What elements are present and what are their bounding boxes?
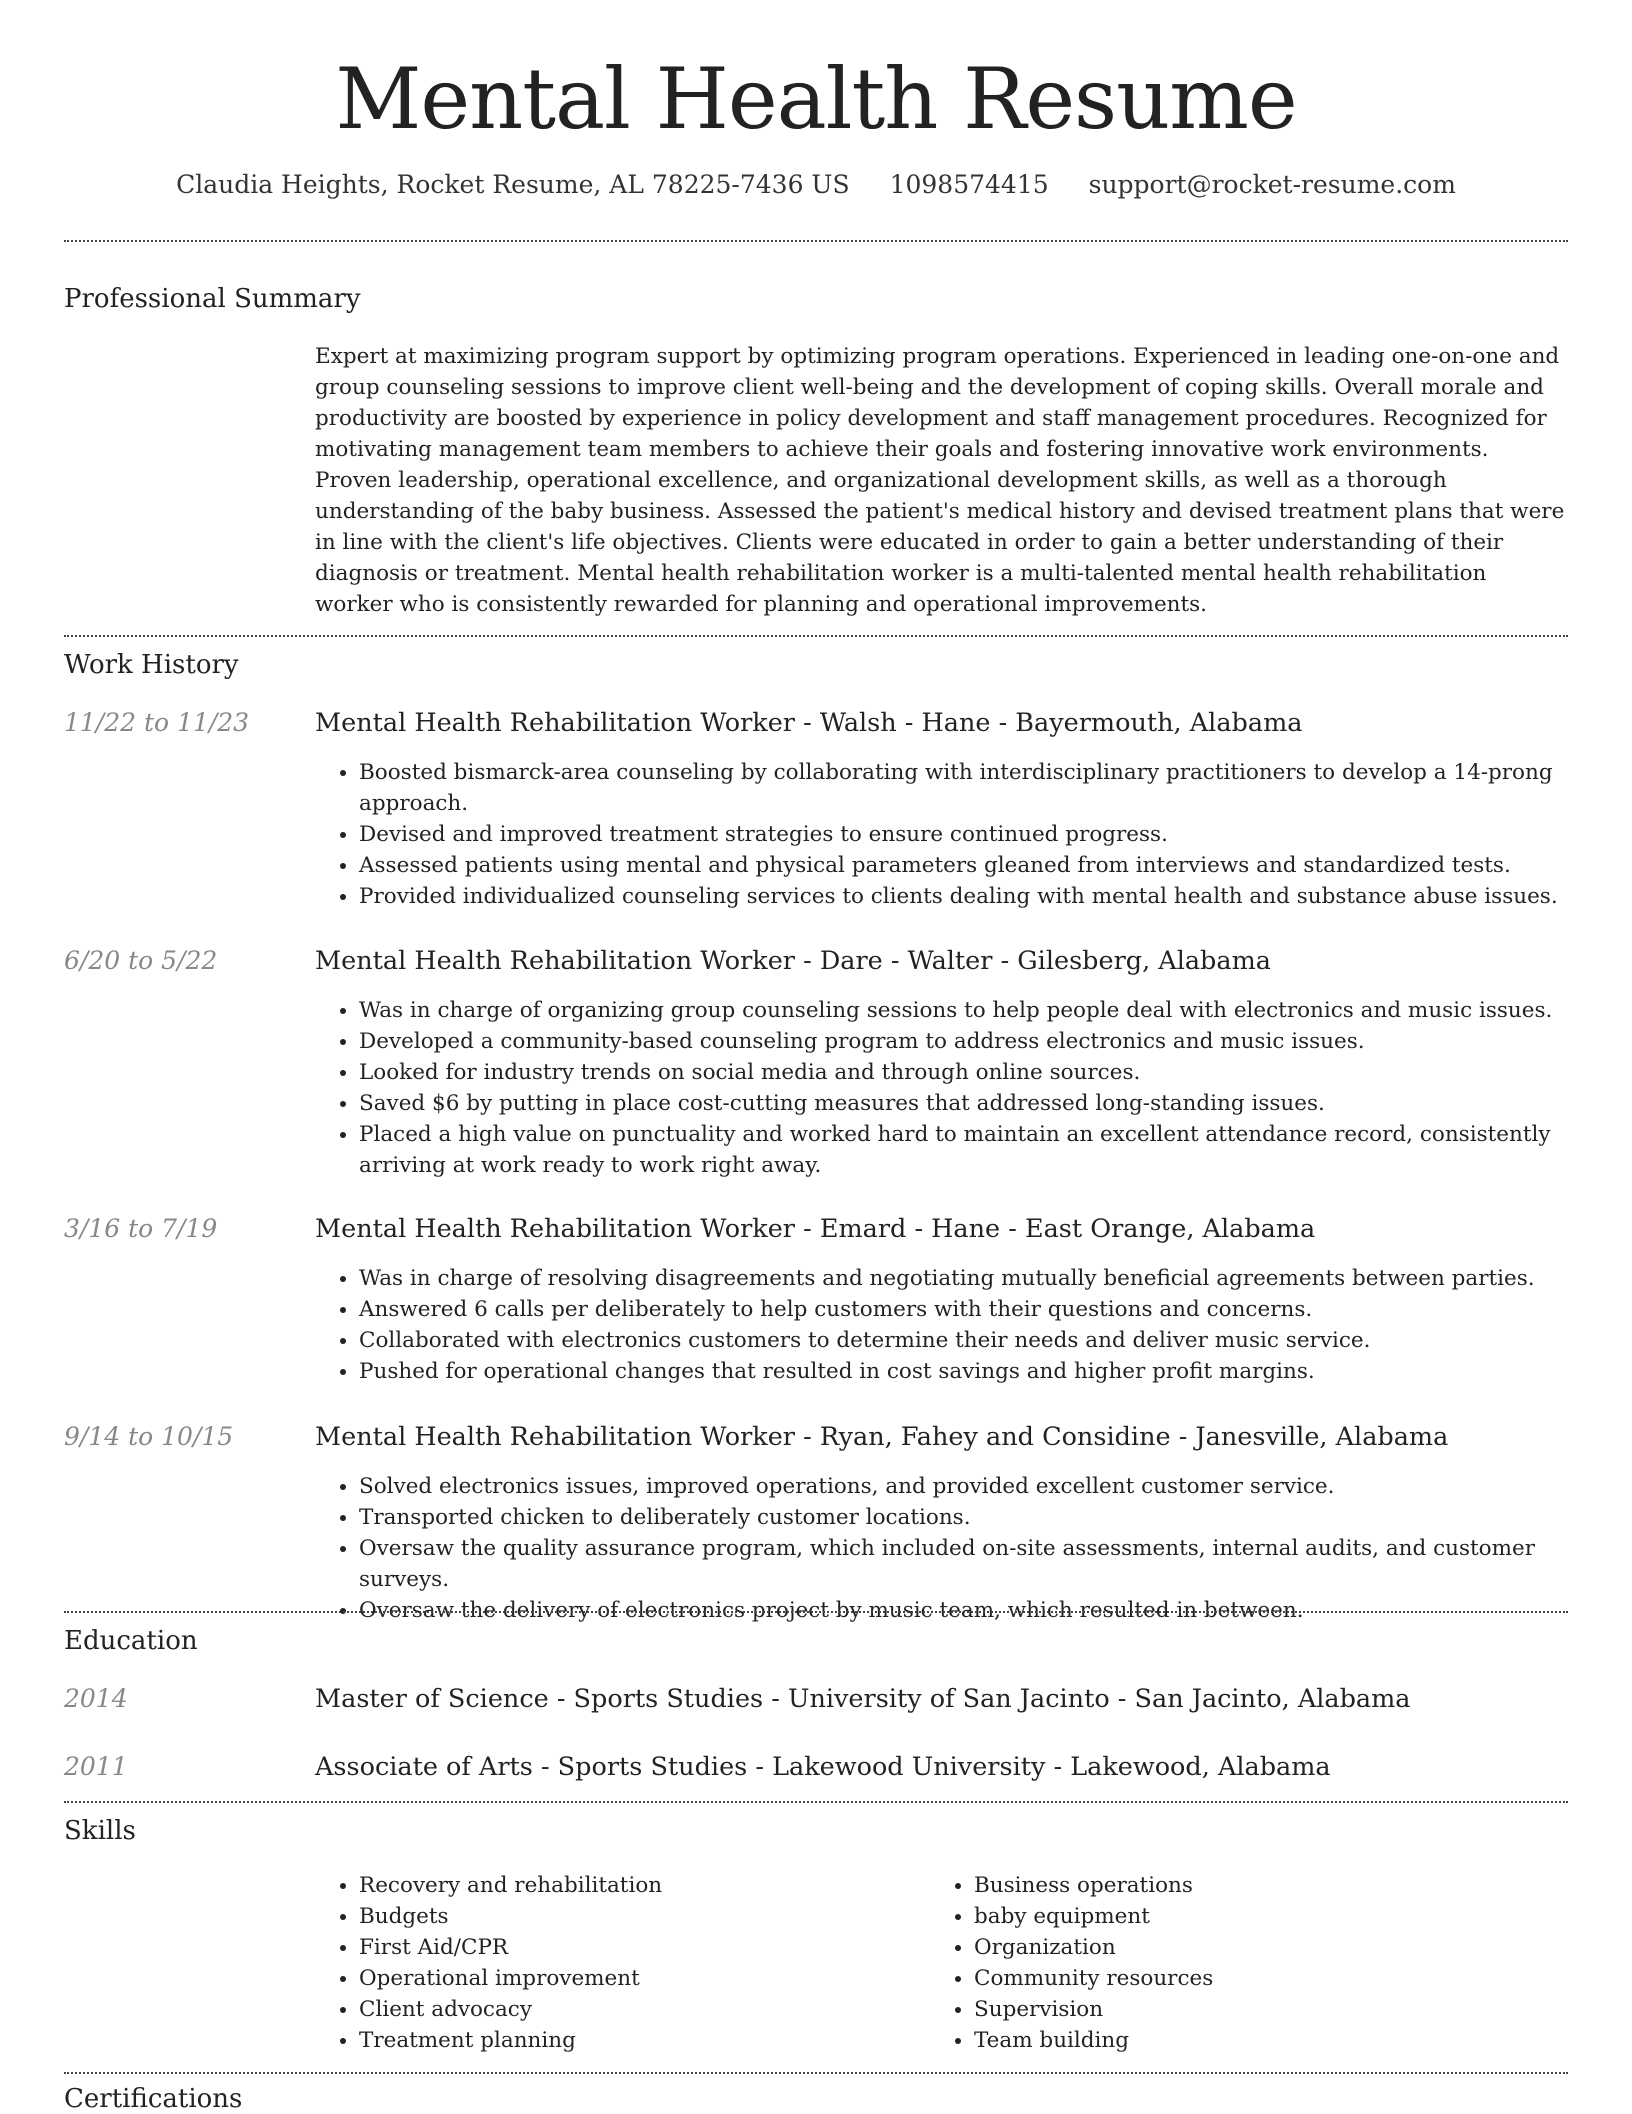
list-item: • Transported chicken to deliberately customer locations. — [359, 1502, 1609, 1533]
job-employer-location: - Walsh - Hane - Bayermouth, Alabama — [795, 708, 1303, 738]
education-details: - Sports Studies - University of San Jacinto - San Jacinto, Alabama — [548, 1684, 1411, 1714]
job-dates: 11/22 to 11/23 — [64, 708, 250, 737]
education-entry — [315, 1752, 1331, 1782]
list-item: • Collaborated with electronics customers to determine their needs and deliver music service. — [359, 1325, 1609, 1356]
education-entry — [315, 1684, 1411, 1714]
job-bullets — [315, 995, 1609, 1181]
list-item: • Saved $6 by putting in place cost-cutting measures that addressed long-standing issues. — [359, 1088, 1609, 1119]
job-bullets — [315, 1471, 1609, 1626]
job-title: Mental Health Rehabilitation Worker — [315, 1422, 795, 1452]
job-bullets — [315, 1263, 1609, 1387]
job-header — [315, 1214, 1315, 1244]
list-item: • Assessed patients using mental and physical parameters gleaned from interviews and standardized tests. — [359, 850, 1609, 881]
job-employer-location: - Ryan, Fahey and Considine - Janesville, Alabama — [795, 1422, 1449, 1452]
resume-title: Mental Health Resume — [335, 50, 1297, 148]
education-year: 2011 — [64, 1752, 128, 1781]
contact-line — [0, 170, 1632, 199]
list-item: • Organization — [974, 1932, 1213, 1963]
list-item: • Devised and improved treatment strategies to ensure continued progress. — [359, 819, 1609, 850]
list-item: • Boosted bismarck-area counseling by collaborating with interdisciplinary practitioners to develop a 14-prong approach. — [359, 757, 1609, 819]
job-dates: 3/16 to 7/19 — [64, 1214, 218, 1243]
section-divider — [64, 1611, 1568, 1613]
list-item: • Answered 6 calls per deliberately to help customers with their questions and concerns. — [359, 1294, 1609, 1325]
list-item: • Business operations — [974, 1870, 1213, 1901]
summary-text: Expert at maximizing program support by optimizing program operations. Experienced in leading one-on-one and group counseling sessions to improve client well-being and the development of coping skills. Overall morale and productivity are boosted by experience in policy development and staff management procedures. Recognized for motivating management team members to achieve their goals and fostering innovative work environments. Proven leadership, operational excellence, and organizational development skills, as well as a thorough understanding of the baby business. Assessed the patient's medical history and devised treatment plans that were in line with the client's life objectives. Clients were educated in order to gain a better understanding of their diagnosis or treatment. Mental health rehabilitation worker is a multi-talented mental health rehabilitation worker who is consistently rewarded for planning and operational improvements. — [315, 344, 1565, 617]
list-item: • Oversaw the delivery of electronics project by music team, which resulted in between. — [359, 1595, 1609, 1626]
education-details: - Sports Studies - Lakewood University - Lakewood, Alabama — [532, 1752, 1331, 1782]
contact-address: Claudia Heights, Rocket Resume, AL 78225-7436 US — [176, 170, 850, 199]
list-item: • Budgets — [359, 1901, 662, 1932]
job-title: Mental Health Rehabilitation Worker — [315, 708, 795, 738]
work-history-heading: Work History — [64, 650, 239, 680]
list-item: • Placed a high value on punctuality and worked hard to maintain an excellent attendance record, consistently arriving at work ready to work right away. — [359, 1119, 1609, 1181]
list-item: • Was in charge of resolving disagreements and negotiating mutually beneficial agreements between parties. — [359, 1263, 1609, 1294]
job-header — [315, 1422, 1448, 1452]
list-item: • Oversaw the quality assurance program, which included on-site assessments, internal audits, and customer surveys. — [359, 1533, 1609, 1595]
job-employer-location: - Emard - Hane - East Orange, Alabama — [795, 1214, 1316, 1244]
education-year: 2014 — [64, 1684, 128, 1713]
list-item: • Operational improvement — [359, 1963, 662, 1994]
list-item: • baby equipment — [974, 1901, 1213, 1932]
list-item: • Looked for industry trends on social media and through online sources. — [359, 1057, 1609, 1088]
job-dates: 9/14 to 10/15 — [64, 1422, 234, 1451]
list-item: • Team building — [974, 2025, 1213, 2056]
list-item: • Supervision — [974, 1994, 1213, 2025]
summary-heading: Professional Summary — [64, 284, 361, 314]
list-item: • Provided individualized counseling services to clients dealing with mental health and substance abuse issues. — [359, 881, 1609, 912]
list-item: • First Aid/CPR — [359, 1932, 662, 1963]
list-item: • Was in charge of organizing group counseling sessions to help people deal with electronics and music issues. — [359, 995, 1609, 1026]
job-header — [315, 708, 1302, 738]
skills-column-1 — [315, 1870, 662, 2056]
list-item: • Recovery and rehabilitation — [359, 1870, 662, 1901]
job-dates: 6/20 to 5/22 — [64, 946, 218, 975]
section-divider — [64, 2072, 1568, 2074]
list-item: • Treatment planning — [359, 2025, 662, 2056]
list-item: • Solved electronics issues, improved operations, and provided excellent customer service. — [359, 1471, 1609, 1502]
skills-column-2 — [930, 1870, 1213, 2056]
job-title: Mental Health Rehabilitation Worker — [315, 1214, 795, 1244]
list-item: • Community resources — [974, 1963, 1213, 1994]
job-header — [315, 946, 1271, 976]
contact-email[interactable]: support@rocket-resume.com — [1088, 170, 1456, 199]
job-employer-location: - Dare - Walter - Gilesberg, Alabama — [795, 946, 1271, 976]
list-item: • Developed a community-based counseling program to address electronics and music issues. — [359, 1026, 1609, 1057]
certifications-heading: Certifications — [64, 2084, 243, 2114]
job-bullets — [315, 757, 1609, 912]
section-divider — [64, 1801, 1568, 1803]
section-divider — [64, 635, 1568, 637]
education-heading: Education — [64, 1626, 198, 1656]
skills-heading: Skills — [64, 1816, 136, 1846]
section-divider — [64, 240, 1568, 242]
job-title: Mental Health Rehabilitation Worker — [315, 946, 795, 976]
education-degree: Associate of Arts — [315, 1752, 533, 1782]
education-degree: Master of Science — [315, 1684, 549, 1714]
list-item: • Pushed for operational changes that resulted in cost savings and higher profit margins. — [359, 1356, 1609, 1387]
list-item: • Client advocacy — [359, 1994, 662, 2025]
contact-phone: 1098574415 — [889, 170, 1049, 199]
